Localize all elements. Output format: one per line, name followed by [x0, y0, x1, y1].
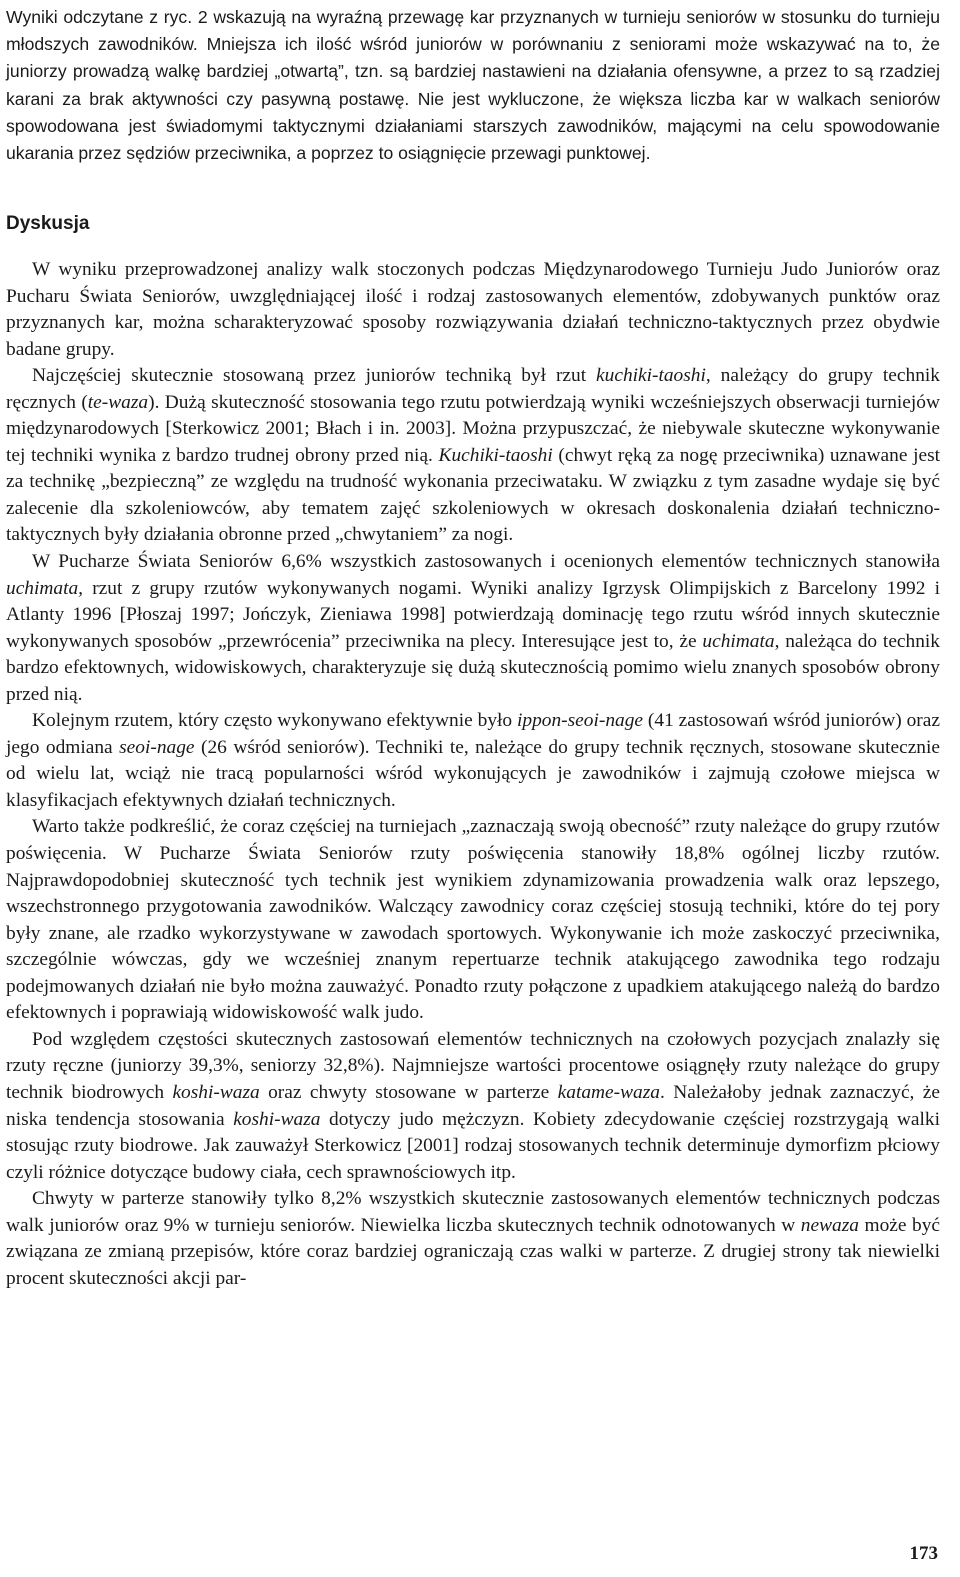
paragraph: Chwyty w parterze stanowiły tylko 8,2% wszystkich skutecznie zastosowanych elementów technicznych podczas walk juniorów oraz 9% w turnieju seniorów. Niewielka liczba skutecznych technik odnotowanych w newaza może być związana ze zmianą przepisów, które coraz bardziej ograniczają czas walki w parterze. Z drugiej strony tak niewielki procent skuteczności akcji par-: [6, 1188, 941, 1289]
paragraph: W Pucharze Świata Seniorów 6,6% wszystkich zastosowanych i ocenionych elementów technicznych stanowiła uchimata, rzut z grupy rzutów wykonywanych nogami. Wyniki analizy Igrzysk Olimpijskich z Barcelony 1992 i Atlanty 1996 [Płoszaj 1997; Jończyk, Zieniawa 1998] potwierdzają dominację tego rzutu wśród innych skutecznie wykonywanych sposobów „przewrócenia” przeciwnika na plecy. Interesujące jest to, że uchimata, należąca do technik bardzo efektownych, widowiskowych, charakteryzuje się dużą skutecznością pomimo wielu znanych sposobów obrony przed nią.: [6, 551, 941, 705]
discussion-body: [6, 257, 940, 1292]
paragraph: W wyniku przeprowadzonej analizy walk stoczonych podczas Międzynarodowego Turnieju Judo Juniorów oraz Pucharu Świata Seniorów, uwzględniającej ilość i rodzaj zastosowanych elementów, zdobywanych punktów oraz przyznanych kar, można scharakteryzować sposoby rozwiązywania działań techniczno-taktycznych przez obydwie badane grupy.: [6, 259, 940, 360]
paragraph: Kolejnym rzutem, który często wykonywano efektywnie było ippon-seoi-nage (41 zastosowań wśród juniorów) oraz jego odmiana seoi-nage (26 wśród seniorów). Techniki te, należące do grupy technik ręcznych, stosowane skutecznie od wielu lat, wciąż nie tracą popularności wśród wykonujących je zawodników i zajmują czołowe miejsca w klasyfikacjach efektywnych działań technicznych.: [6, 710, 940, 811]
paragraph: Pod względem częstości skutecznych zastosowań elementów technicznych na czołowych pozycjach znalazły się rzuty ręczne (juniorzy 39,3%, seniorzy 32,8%). Najmniejsze wartości procentowe osiągnęły rzuty należące do grupy technik biodrowych koshi-waza oraz chwyty stosowane w parterze katame-waza. Należałoby jednak zaznaczyć, że niska tendencja stosowania koshi-waza dotyczy judo mężczyzn. Kobiety zdecydowanie częściej rozstrzygają walki stosując rzuty biodrowe. Jak zauważył Sterkowicz [2001] rodzaj stosowanych technik determinuje dymorfizm płciowy czyli różnice dotyczące budowy ciała, cech sprawnościowych itp.: [6, 1028, 940, 1183]
section-heading: Dyskusja: [6, 213, 90, 234]
intro-paragraph: Wyniki odczytane z ryc. 2 wskazują na wyraźną przewagę kar przyznanych w turnieju seniorów w stosunku do turnieju młodszych zawodników. Mniejsza ich ilość wśród juniorów w porównaniu z seniorami może wskazywać na to, że juniorzy prowadzą walkę bardziej „otwartą”, tzn. są bardziej nastawieni na działania ofensywne, a przez to są rzadziej karani za brak aktywności czy pasywną postawę. Nie jest wykluczone, że większa liczba kar w walkach seniorów spowodowana jest świadomymi taktycznymi działaniami starszych zawodników, mającymi na celu spowodowanie ukarania przez sędziów przeciwnika, a poprzez to osiągnięcie przewagi punktowej.: [6, 7, 940, 164]
paragraph: Najczęściej skutecznie stosowaną przez juniorów techniką był rzut kuchiki-taoshi, należący do grupy technik ręcznych (te-waza). Dużą skuteczność stosowania tego rzutu potwierdzają wyniki wcześniejszych obserwacji turniejów międzynarodowych [Sterkowicz 2001; Błach i in. 2003]. Można przypuszczać, że niebywale skuteczne wykonywanie tej techniki wynika z bardzo trudnej obrony przed nią. Kuchiki-taoshi (chwyt ręką za nogę przeciwnika) uznawane jest za technikę „bezpieczną” ze względu na trudność wykonania przeciwataku. W związku z tym zasadne wydaje się być zalecenie dla szkoleniowców, aby tematem zajęć szkoleniowych w okresach doskonalenia działań techniczno-taktycznych były działania obronne przed „chwytaniem” za nogi.: [6, 365, 941, 546]
page-number: 173: [909, 1543, 938, 1564]
paragraph: Warto także podkreślić, że coraz częściej na turniejach „zaznaczają swoją obecność” rzuty należące do grupy rzutów poświęcenia. W Pucharze Świata Seniorów rzuty poświęcenia stanowiły 18,8% ogólnej liczby rzutów. Najprawdopodobniej skuteczność tych technik jest wynikiem zdynamizowania prowadzenia walk oraz lepszego, wszechstronnego przygotowania zawodników. Walczący zawodnicy coraz częściej stosują techniki, które do tej pory były znane, ale rzadko wykorzystywane w zawodach sportowych. Wykonywanie ich może zaskoczyć przeciwnika, szczególnie wówczas, gdy we wcześniej znanym repertuarze technik atakującego zawodnika tego rodzaju podejmowanych działań nie było można zauważyć. Ponadto rzuty połączone z upadkiem atakującego należą do bardzo efektownych i poprawiają widowiskowość walk judo.: [6, 816, 940, 1024]
